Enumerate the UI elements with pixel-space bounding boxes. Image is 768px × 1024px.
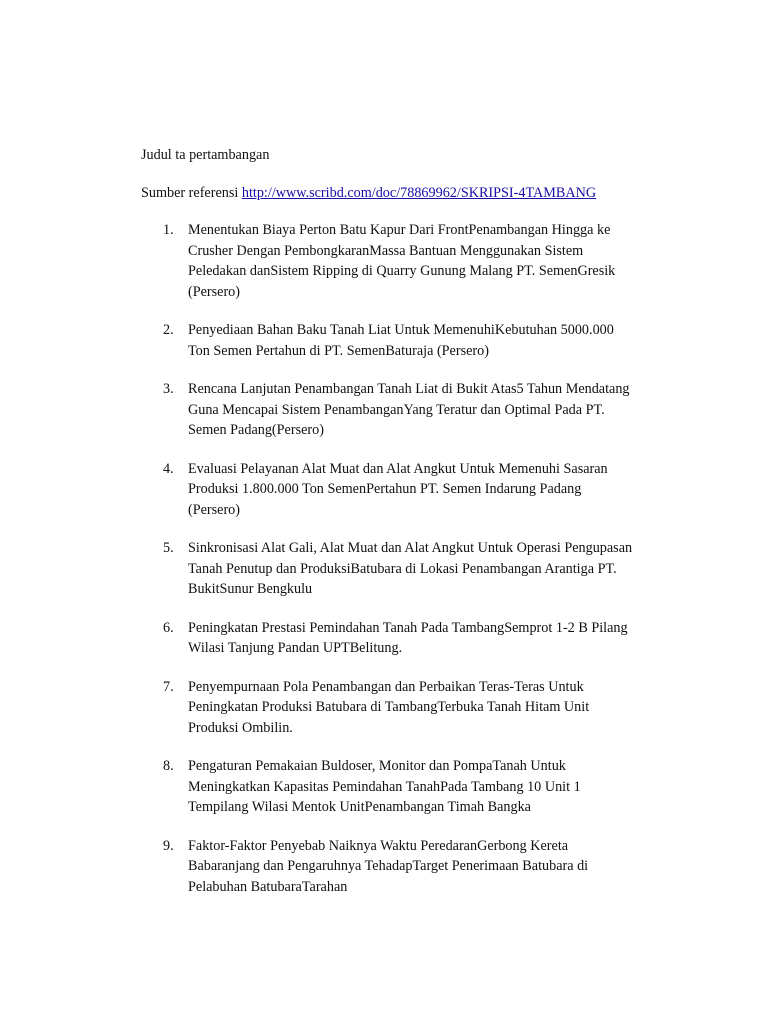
list-item <box>141 756 681 818</box>
list-item-text-line: BukitSunur Bengkulu <box>188 581 313 597</box>
list-item <box>141 677 681 739</box>
list-item-text-line: Peningkatan Prestasi Pemindahan Tanah Pada TambangSemprot 1-2 B Pilang <box>188 619 628 636</box>
list-item-text-line: Wilasi Tanjung Pandan UPTBelitung. <box>188 640 403 656</box>
list-item-text-line: Crusher Dengan PembongkaranMassa Bantuan Menggunakan Sistem <box>188 242 584 259</box>
list-item-number: 6. <box>163 619 174 636</box>
list-item-text-line: Babaranjang dan Pengaruhnya TehadapTarget Penerimaan Batubara di <box>188 858 589 874</box>
list-item-text-line: Menentukan Biaya Perton Batu Kapur Dari FrontPenambangan Hingga ke <box>188 222 611 238</box>
list-item <box>141 379 681 441</box>
list-item-text-line: Peningkatan Produksi Batubara di TambangTerbuka Tanah Hitam Unit <box>188 699 590 715</box>
list-item <box>141 459 681 521</box>
document-page <box>141 145 681 915</box>
list-item <box>141 538 681 600</box>
list-item-number: 9. <box>163 837 174 854</box>
list-item-text-line: Penyempurnaan Pola Penambangan dan Perbaikan Teras-Teras Untuk <box>188 678 584 695</box>
list-item-text-line: Evaluasi Pelayanan Alat Muat dan Alat Angkut Untuk Memenuhi Sasaran <box>188 460 608 477</box>
list-item-text-line: (Persero) <box>188 283 240 300</box>
list-item-text-line: Meningkatkan Kapasitas Pemindahan TanahPada Tambang 10 Unit 1 <box>188 778 581 795</box>
list-item-text-line: Peledakan danSistem Ripping di Quarry Gunung Malang PT. SemenGresik <box>188 263 616 279</box>
list-item-text-line: Rencana Lanjutan Penambangan Tanah Liat di Bukit Atas5 Tahun Mendatang <box>188 381 630 397</box>
source-link[interactable]: http://www.scribd.com/doc/78869962/SKRIPSI-4TAMBANG <box>241 185 597 201</box>
source-label: Sumber referensi <box>141 185 239 201</box>
list-item-text-line: Penyediaan Bahan Baku Tanah Liat Untuk MemenuhiKebutuhan 5000.000 <box>188 322 614 338</box>
list-item-number: 7. <box>163 678 174 695</box>
list-item-text-line: Semen Padang(Persero) <box>188 422 324 438</box>
list-item <box>141 836 681 898</box>
topic-list <box>141 220 681 897</box>
list-item-number: 3. <box>163 381 174 397</box>
list-item <box>141 320 681 361</box>
list-item-text-line: Pelabuhan BatubaraTarahan <box>188 878 348 895</box>
list-item-number: 2. <box>163 322 174 338</box>
list-item-text-line: Produksi Ombilin. <box>188 719 293 736</box>
list-item-number: 5. <box>163 540 174 556</box>
list-item-text-line: Tempilang Wilasi Mentok UnitPenambangan Timah Bangka <box>188 799 531 815</box>
list-item <box>141 618 681 659</box>
list-item-number: 8. <box>163 758 174 774</box>
source-reference <box>141 183 681 203</box>
list-item-text-line: Guna Mencapai Sistem PenambanganYang Teratur dan Optimal Pada PT. <box>188 401 605 418</box>
document-title: Judul ta pertambangan <box>141 147 270 163</box>
list-item-text-line: Tanah Penutup dan ProduksiBatubara di Lokasi Penambangan Arantiga PT. <box>188 560 617 577</box>
list-item-number: 4. <box>163 460 174 477</box>
list-item-text-line: (Persero) <box>188 501 240 518</box>
list-item-text-line: Pengaturan Pemakaian Buldoser, Monitor dan PompaTanah Untuk <box>188 758 566 774</box>
list-item-text-line: Faktor-Faktor Penyebab Naiknya Waktu PeredaranGerbong Kereta <box>188 837 569 854</box>
list-item-text-line: Produksi 1.800.000 Ton SemenPertahun PT. Semen Indarung Padang <box>188 481 582 497</box>
list-item-number: 1. <box>163 222 174 238</box>
list-item <box>141 220 681 302</box>
list-item-text-line: Sinkronisasi Alat Gali, Alat Muat dan Alat Angkut Untuk Operasi Pengupasan <box>188 540 633 556</box>
list-item-text-line: Ton Semen Pertahun di PT. SemenBaturaja (Persero) <box>188 342 489 359</box>
